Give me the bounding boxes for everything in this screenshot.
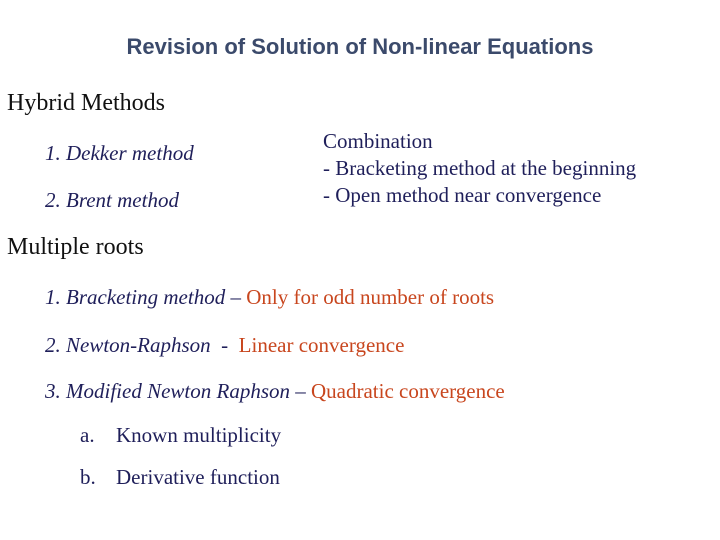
combination-description [323, 128, 636, 209]
method-name: 1. Bracketing method [45, 285, 226, 309]
hybrid-item-brent: 2. Brent method [45, 188, 179, 212]
method-name: 2. Newton-Raphson [45, 333, 211, 357]
combination-line: Combination [323, 129, 433, 153]
hybrid-item-dekker: 1. Dekker method [45, 141, 194, 165]
subitem-known-multiplicity [80, 423, 281, 448]
separator: - [210, 333, 239, 357]
subitem-marker: a. [80, 423, 95, 447]
multiple-roots-heading: Multiple roots [7, 234, 144, 260]
slide-title: Revision of Solution of Non-linear Equations [126, 34, 594, 59]
multiple-item-modified-newton-raphson [45, 379, 505, 404]
method-name: 3. Modified Newton Raphson [45, 379, 290, 403]
hybrid-methods-heading: Hybrid Methods [7, 90, 165, 116]
multiple-item-newton-raphson [45, 333, 404, 358]
subitem-derivative-function [80, 465, 280, 490]
multiple-item-bracketing [45, 285, 494, 310]
separator: – [225, 285, 247, 309]
subitem-text: Known multiplicity [116, 423, 282, 447]
method-description: Linear convergence [238, 333, 405, 357]
combination-line: - Bracketing method at the beginning [323, 156, 637, 180]
method-description: Quadratic convergence [311, 379, 505, 403]
separator: – [290, 379, 311, 403]
method-description: Only for odd number of roots [246, 285, 495, 309]
subitem-marker: b. [80, 465, 96, 489]
subitem-text: Derivative function [116, 465, 280, 489]
combination-line: - Open method near convergence [323, 183, 602, 207]
